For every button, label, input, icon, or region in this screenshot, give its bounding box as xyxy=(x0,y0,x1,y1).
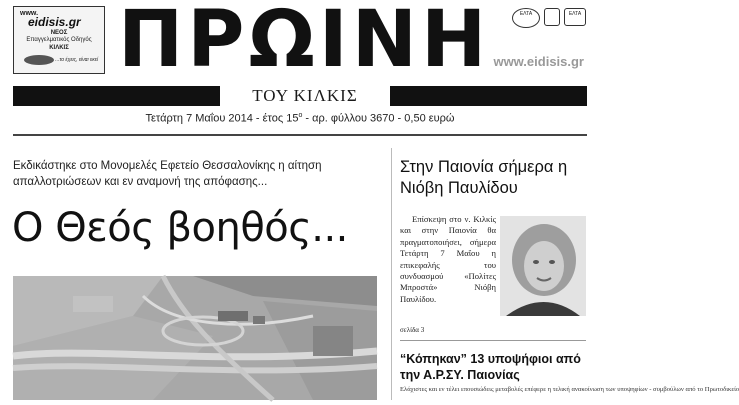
ad-line3: ΚΙΛΚΙΣ xyxy=(49,45,69,51)
postage-stamp-icon xyxy=(512,8,540,28)
dateline xyxy=(0,112,600,125)
side-story2-body: Ελάχιστες και εν τέλει επουσιώδεις μεταβολές επέφερε η τελική ανακοίνωση των υποψηφίων - συμβούλων από το Πρωτοδικείο xyxy=(400,386,739,393)
ad-line1: ΝΕΟΣ xyxy=(50,30,68,36)
side-divider-rule xyxy=(400,340,586,341)
site-url[interactable]: www.eidisis.gr xyxy=(493,54,584,69)
ad-box[interactable] xyxy=(13,6,105,74)
stamp3-label: ΕΛΤΑ xyxy=(568,11,582,17)
column-divider xyxy=(391,148,392,400)
side-story1-page-ref[interactable]: σελίδα 3 xyxy=(400,326,425,334)
aerial-photo xyxy=(13,276,377,400)
main-story-kicker: Εκδικάστηκε στο Μονομελές Εφετείο Θεσσαλονίκης η αίτηση απαλλοτριώσεων και εν αναμονή της απόφασης... xyxy=(13,160,322,188)
masthead-title: ΠΡΩΙΝΗ xyxy=(118,0,491,85)
ad-domain: eidisis.gr xyxy=(28,15,81,29)
aerial-photo-image xyxy=(13,276,377,400)
main-story-headline[interactable]: Ο Θεός βοηθός... xyxy=(12,205,348,251)
elta-logo-icon xyxy=(564,8,586,26)
ad-car-icon xyxy=(24,55,54,65)
masthead-subtitle: ΤΟΥ ΚΙΛΚΙΣ xyxy=(220,86,390,106)
dateline-sup: ο xyxy=(298,112,303,119)
stamp1-label: ΕΛΤΑ xyxy=(519,11,533,17)
ad-line2: Επαγγελματικός Οδηγός xyxy=(26,37,92,43)
side-story1-headline[interactable]: Στην Παιονία σήμερα η Νιόβη Παυλίδου xyxy=(400,158,568,197)
header-divider xyxy=(13,134,587,136)
dateline-rest: - αρ. φύλλου 3670 - 0,50 ευρώ xyxy=(302,112,455,125)
ad-slogan: ...το έχεις, είναι εκεί xyxy=(55,57,98,63)
dateline-main: Τετάρτη 7 Μαΐου 2014 - έτος 15 xyxy=(145,112,299,125)
portrait-image xyxy=(500,216,586,316)
ad-www: www. xyxy=(20,10,39,17)
side-story2-headline[interactable]: “Κόπηκαν” 13 υποψήφιοι από την Α.Ρ.ΣΥ. Παιονίας xyxy=(400,352,581,382)
side-story1-body: Επίσκεψη στο ν. Κιλκίς και στην Παιονία θα πραγματοποιήσει, σήμερα Τετάρτη 7 Μαΐου η επικεφαλής του συνδυασμού «Πολίτες Μπροστά» Νιόβη Παυλίδου. xyxy=(400,214,496,304)
postage-stamp-icon-2 xyxy=(544,8,560,26)
portrait-photo xyxy=(500,216,586,316)
